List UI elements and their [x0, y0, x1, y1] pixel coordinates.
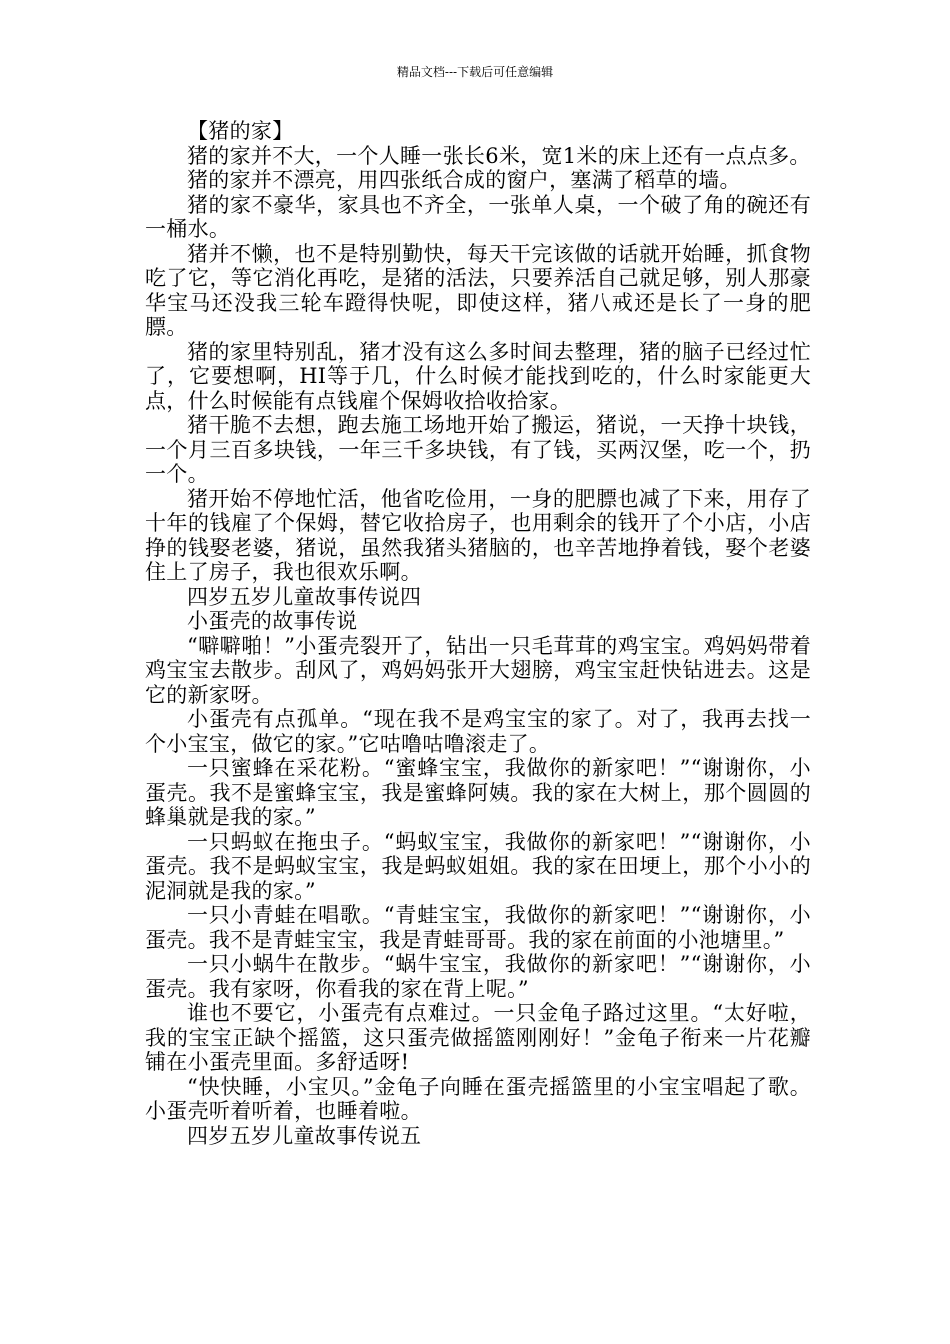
section-title-pig-home: 【猪的家】	[187, 119, 294, 143]
section-heading: 四岁五岁儿童故事传说四	[187, 584, 422, 609]
paragraph: “噼噼啪！”小蛋壳裂开了，钻出一只毛茸茸的鸡宝宝。鸡妈妈带着鸡宝宝去散步。刮风了，鸡妈妈张开大翅膀，鸡宝宝赶快钻进去。这是它的新家呀。	[145, 633, 811, 707]
paragraph: 谁也不要它，小蛋壳有点难过。一只金龟子路过这里。“太好啦，我的宝宝正缺个摇篮，这只蛋壳做摇篮刚刚好！”金龟子衔来一片花瓣铺在小蛋壳里面。多舒适呀!	[145, 1001, 811, 1074]
page-header: 精品文档---下载后可任意编辑	[396, 65, 554, 79]
paragraph: 猪干脆不去想，跑去施工场地开始了搬运，猪说，一天挣十块钱，一个月三百多块钱，一年三千多块钱，有了钱，买两汉堡，吃一个，扔一个。	[145, 413, 811, 486]
paragraph: 一只小青蛙在唱歌。“青蛙宝宝，我做你的新家吧！”“谢谢你，小蛋壳。我不是青蛙宝宝，我是青蛙哥哥。我的家在前面的小池塘里。”	[145, 903, 811, 952]
paragraph: 猪的家并不漂亮，用四张纸合成的窗户，塞满了稻草的墙。	[187, 168, 741, 192]
paragraph: 一只蜜蜂在采花粉。“蜜蜂宝宝，我做你的新家吧！”“谢谢你，小蛋壳。我不是蜜蜂宝宝，我是蜜蜂阿姨。我的家在大树上，那个圆圆的蜂巢就是我的家。”	[145, 756, 811, 829]
paragraph: 猪开始不停地忙活，他省吃俭用，一身的肥膘也减了下来，用存了十年的钱雇了个保姆，替它收拾房子，也用剩余的钱开了个小店，小店挣的钱娶老婆，猪说，虽然我猪头猪脑的，也辛苦地挣着钱，娶个老婆住上了房子，我也很欢乐啊。	[145, 486, 811, 584]
paragraph: “快快睡，小宝贝。”金龟子向睡在蛋壳摇篮里的小宝宝唱起了歌。小蛋壳听着听着，也睡着啦。	[145, 1074, 811, 1123]
story-title: 小蛋壳的故事传说	[187, 609, 358, 633]
paragraph: 猪的家里特别乱，猪才没有这么多时间去整理，猪的脑子已经过忙了，它要想啊，HI等于几，什么时候才能找到吃的，什么时家能更大点，什么时候能有点钱雇个保姆收拾收拾家。	[145, 339, 811, 413]
paragraph: 猪的家不豪华，家具也不齐全，一张单人桌，一个破了角的碗还有一桶水。	[145, 192, 811, 241]
paragraph: 猪的家并不大，一个人睡一张长6米，宽1米的床上还有一点点多。	[187, 143, 811, 168]
paragraph: 猪并不懒，也不是特别勤快，每天干完该做的话就开始睡，抓食物吃了它，等它消化再吃，是猪的活法，只要养活自己就足够，别人那豪华宝马还没我三轮车蹬得快呢，即使这样，猪八戒还是长了一身的肥膘。	[145, 241, 811, 339]
section-heading: 四岁五岁儿童故事传说五	[187, 1123, 422, 1148]
document-body	[145, 119, 811, 1148]
paragraph: 小蛋壳有点孤单。“现在我不是鸡宝宝的家了。对了，我再去找一个小宝宝，做它的家。”它咕噜咕噜滚走了。	[145, 707, 811, 756]
paragraph: 一只蚂蚁在拖虫子。“蚂蚁宝宝，我做你的新家吧！”“谢谢你，小蛋壳。我不是蚂蚁宝宝，我是蚂蚁姐姐。我的家在田埂上，那个小小的泥洞就是我的家。”	[145, 829, 811, 903]
paragraph: 一只小蜗牛在散步。“蜗牛宝宝，我做你的新家吧！”“谢谢你，小蛋壳。我有家呀，你看我的家在背上呢。”	[145, 952, 811, 1001]
